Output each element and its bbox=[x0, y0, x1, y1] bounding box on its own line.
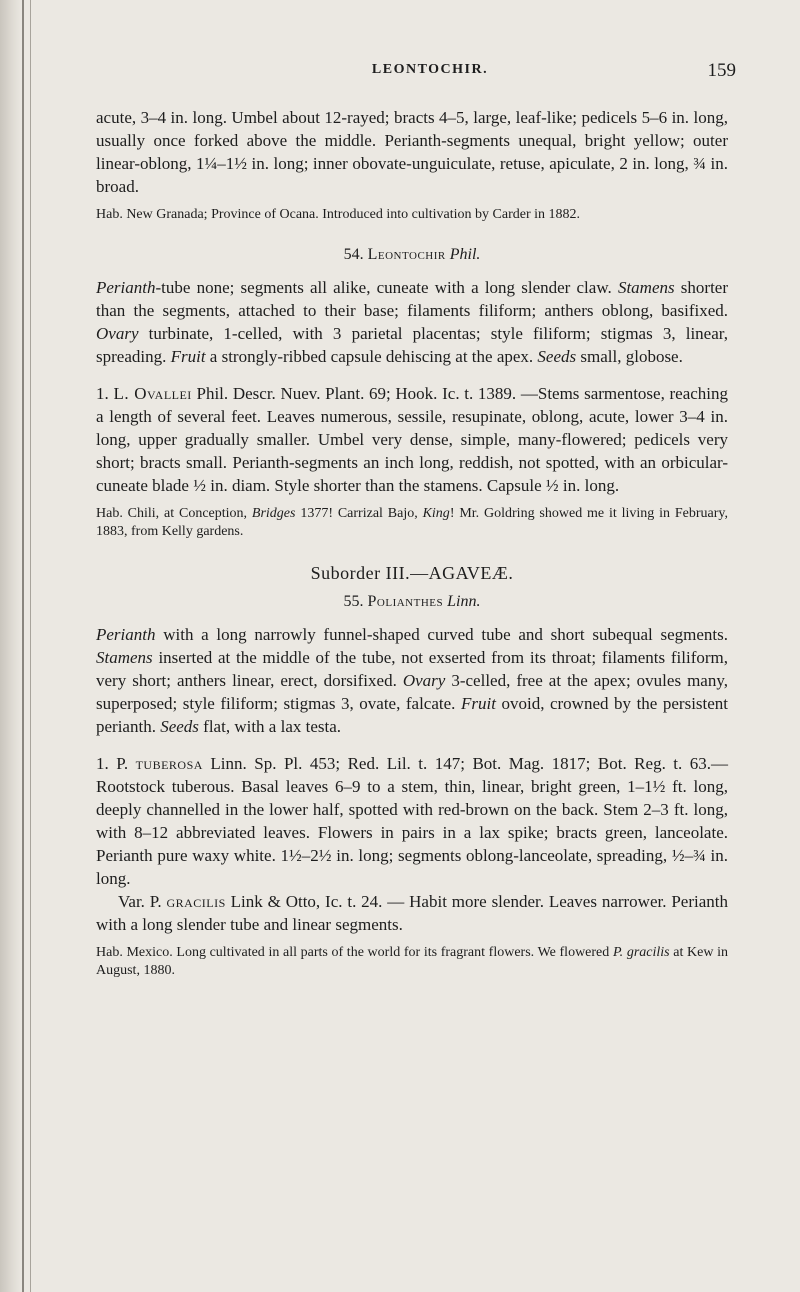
seeds-label: Seeds bbox=[537, 347, 577, 366]
page-content bbox=[96, 106, 728, 980]
genus-heading-polianthes bbox=[96, 591, 728, 613]
ovary-label: Ovary bbox=[96, 324, 139, 343]
variety-prefix: Var. P. bbox=[118, 892, 162, 911]
seeds-text: small, globose. bbox=[580, 347, 683, 366]
ovary-label: Ovary bbox=[402, 671, 446, 690]
genus-number: 55. bbox=[343, 593, 364, 610]
species-number: 1. bbox=[96, 754, 109, 773]
fruit-text: ovoid, crowned by the persistent perianth. bbox=[96, 694, 729, 736]
seeds-label: Seeds bbox=[160, 717, 199, 736]
page-gutter-shadow bbox=[0, 0, 22, 1292]
species-epithet: tuberosa bbox=[135, 754, 203, 773]
ovary-text: turbinate, 1-celled, with 3 parietal placentas; style filiform; stigmas 3, linear, spreading. bbox=[96, 324, 728, 366]
species-description: — Rootstock tuberous. Basal leaves 6–9 to a stem, thin, linear, bright green, 1–1½ ft. long, deeply channelled in the lower half, spotted with red-brown on the back. Stem 2–3 ft. long, with 8–12 abbreviated leaves. Flowers in pairs in a lax spike; bracts green, lanceolate. Perianth pure waxy white. 1½–2½ in. long; segments oblong-lanceolate, spreading, ½–¾ in. long. bbox=[96, 754, 729, 888]
variety-text: Link & Otto, Ic. t. 24. — Habit more slender. Leaves narrower. Perianth with a long slender tube and linear segments. bbox=[96, 892, 728, 934]
species-habitat-tuberosa bbox=[96, 944, 728, 980]
stamens-label: Stamens bbox=[617, 278, 675, 297]
perianth-text: -tube none; segments all alike, cuneate with a long slender claw. bbox=[155, 278, 612, 297]
habitat-text: ! Mr. Goldring showed me it living in February, 1883, from Kelly gardens. bbox=[96, 506, 729, 539]
genus-number: 54. bbox=[343, 246, 364, 263]
habitat-species: P. gracilis bbox=[612, 945, 670, 960]
habitat-text: Hab. Chili, at Conception, bbox=[96, 506, 248, 521]
fruit-text: a strongly-ribbed capsule dehiscing at the apex. bbox=[209, 347, 534, 366]
species-entry-tuberosa bbox=[96, 752, 728, 890]
stamens-label: Stamens bbox=[96, 648, 153, 667]
collector-name: King bbox=[422, 506, 450, 521]
stamens-text: inserted at the middle of the tube, not exserted from its throat; filaments filiform, very short; anthers linear, erect, dorsifixed. bbox=[96, 648, 729, 690]
collector-name: Bridges bbox=[251, 506, 296, 521]
continuation-habitat: Hab. New Granada; Province of Ocana. Introduced into cultivation by Carder in 1882. bbox=[96, 207, 581, 222]
genus-description-polianthes bbox=[96, 623, 728, 738]
species-habitat-ovallei bbox=[96, 505, 728, 541]
species-description: —Stems sarmentose, reaching a length of several feet. Leaves numerous, sessile, resupinate, oblong, acute, lower 3–4 in. long, upper gradually smaller. Umbel very dense, simple, many-flowered; pedicels very short; bracts small. Perianth-segments an inch long, reddish, not spotted, with an orbicular-cuneate blade ½ in. diam. Style shorter than the stamens. Capsule ½ in. long. bbox=[96, 384, 729, 495]
gutter-rule-inner bbox=[30, 0, 31, 1292]
habitat-text: at Kew in August, 1880. bbox=[96, 945, 729, 978]
fruit-label: Fruit bbox=[170, 347, 206, 366]
running-title: LEONTOCHIR. bbox=[371, 62, 489, 77]
perianth-label: Perianth bbox=[96, 278, 156, 297]
species-citation: Linn. Sp. Pl. 453; Red. Lil. t. 147; Bot. Mag. 1817; Bot. Reg. t. 63. bbox=[210, 754, 712, 773]
fruit-label: Fruit bbox=[460, 694, 496, 713]
page-number: 159 bbox=[707, 60, 736, 81]
variety-entry-gracilis bbox=[96, 890, 728, 936]
seeds-text: flat, with a lax testa. bbox=[203, 717, 342, 736]
perianth-label: Perianth bbox=[96, 625, 156, 644]
genus-author: Phil. bbox=[449, 246, 481, 263]
stamens-text: shorter than the segments, attached to their base; filaments filiform; anthers oblong, basifixed. bbox=[96, 278, 729, 320]
genus-heading-leontochir bbox=[96, 244, 728, 266]
variety-epithet: gracilis bbox=[166, 892, 226, 911]
species-genus-abbrev: P. bbox=[116, 754, 129, 773]
genus-description-leontochir bbox=[96, 276, 728, 368]
continuation-paragraph: acute, 3–4 in. long. Umbel about 12-rayed; bracts 4–5, large, leaf-like; pedicels 5–6 in. long, usually once forked above the middle. Perianth-segments unequal, bright yellow; outer linear-oblong, 1¼–1½ in. long; inner obovate-unguiculate, retuse, apiculate, 2 in. long, ¾ in. broad. bbox=[96, 108, 728, 196]
habitat-text: 1377! Carrizal Bajo, bbox=[300, 506, 418, 521]
genus-name: Leontochir bbox=[367, 246, 446, 263]
perianth-text: with a long narrowly funnel-shaped curved tube and short subequal segments. bbox=[163, 625, 729, 644]
species-name: L. Ovallei bbox=[113, 384, 192, 403]
ovary-text: 3-celled, free at the apex; ovules many, superposed; style filiform; stigmas 3, ovate, falcate. bbox=[96, 671, 728, 713]
suborder-heading: Suborder III.—AGAVEÆ. bbox=[310, 563, 514, 583]
species-citation: Phil. Descr. Nuev. Plant. 69; Hook. Ic. t. 1389. bbox=[196, 384, 517, 403]
species-entry-ovallei bbox=[96, 382, 728, 497]
habitat-text: Hab. Mexico. Long cultivated in all parts of the world for its fragrant flowers. We flowered bbox=[96, 945, 610, 960]
genus-name: Polianthes bbox=[367, 593, 444, 610]
species-number: 1. bbox=[96, 384, 109, 403]
genus-author: Linn. bbox=[447, 593, 481, 610]
gutter-rule bbox=[22, 0, 24, 1292]
